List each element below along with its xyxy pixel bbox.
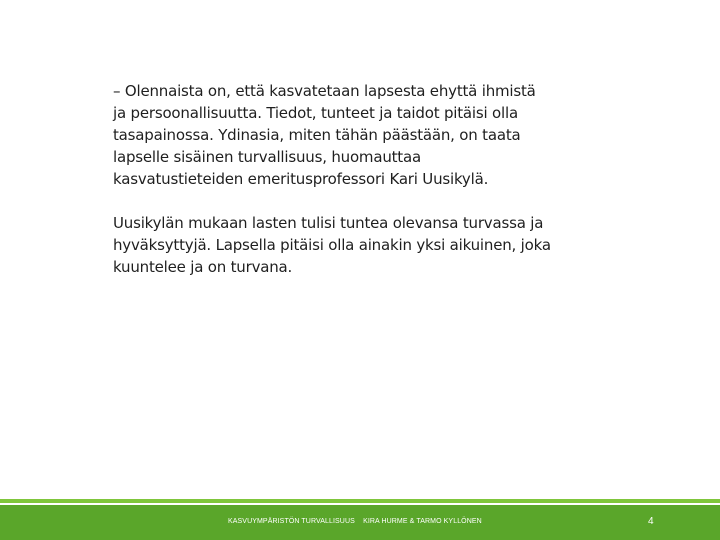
slide-body — [113, 80, 553, 300]
paragraph-quote: – Olennaista on, että kasvatetaan lapsesta ehyttä ihmistä ja persoonallisuutta. Tiedot, tunteet ja taidot pitäisi olla tasapainossa. Ydinasia, miten tähän päästään, on taata lapselle sisäinen turvallisuus, huomauttaa kasvatustieteiden emeritusprofessori Kari Uusikylä. — [113, 82, 536, 188]
footer-accent-line — [0, 499, 720, 503]
paragraph-summary: Uusikylän mukaan lasten tulisi tuntea olevansa turvassa ja hyväksyttyjä. Lapsella pitäisi olla ainakin yksi aikuinen, joka kuuntelee ja on turvana. — [113, 214, 551, 276]
page-number: 4 — [648, 516, 654, 527]
footer-caption: KASVUYMPÄRISTÖN TURVALLISUUS KIRA HURME & TARMO KYLLÖNEN — [228, 518, 482, 525]
